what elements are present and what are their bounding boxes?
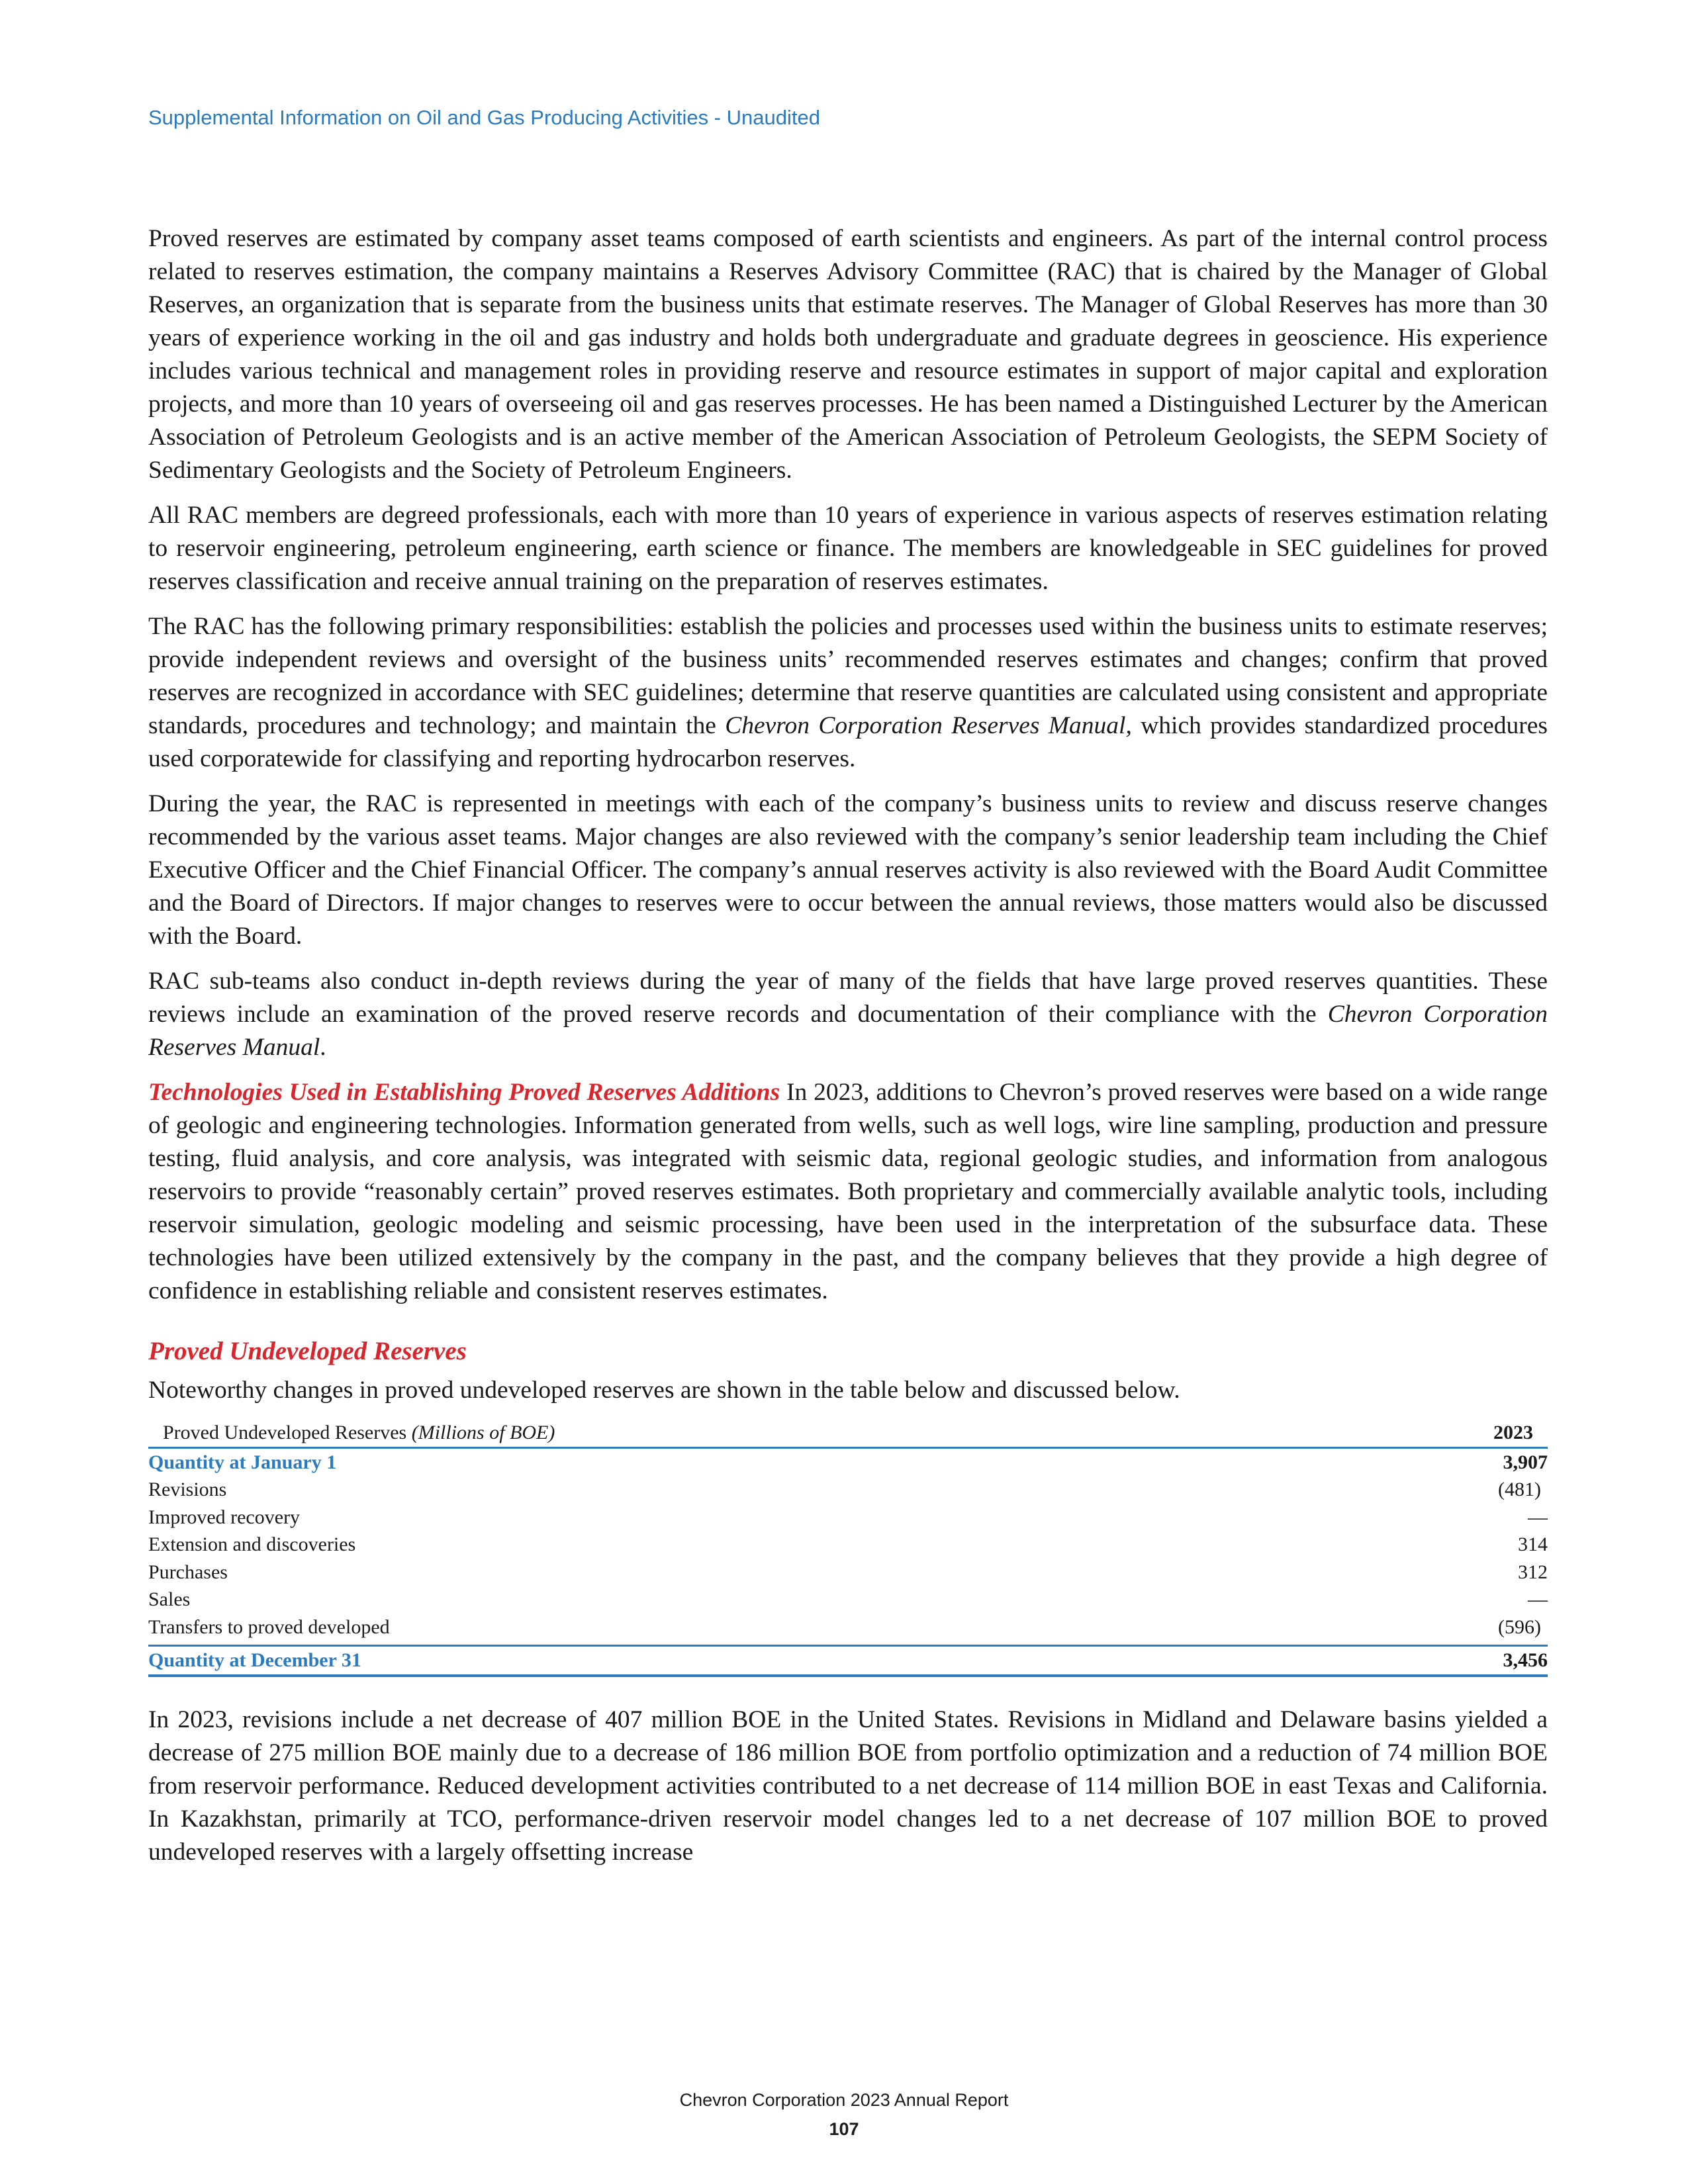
manual-title: Chevron Corporation Reserves Manual, bbox=[725, 712, 1132, 739]
table-header-row bbox=[148, 1419, 1548, 1447]
paragraph-rac-meetings: During the year, the RAC is represented in meetings with each of the company’s business units to review and discuss reserve changes recommended by the various asset teams. Major changes are also reviewed with the company’s senior leadership team including the Chief Executive Officer and the Chief Financial Officer. The company’s annual reserves activity is also reviewed with the Board Audit Committee and the Board of Directors. If major changes to reserves were to occur between the annual reviews, those matters would also be discussed with the Board. bbox=[148, 790, 1548, 950]
opening-value: 3,907 bbox=[1503, 1451, 1548, 1473]
text-span: In 2023, additions to Chevron’s proved reserves were based on a wide range of geologic and engineering technologies. Information generated from wells, such as well logs, wire line sampling, production and pressure testing, fluid analysis, and core analysis, was integrated with seismic data, regional geologic studies, and information from analogous reservoirs to provide “reasonably certain” proved reserves estimates. Both proprietary and commercially available analytic tools, including reservoir simulation, geologic modeling and seismic processing, have been used in the interpretation of the subsurface data. These technologies have been utilized extensively by the company in the past, and the company believes that they provide a high degree of confidence in establishing reliable and consistent reserves estimates. bbox=[148, 1079, 1548, 1304]
table-title-cell bbox=[148, 1419, 1383, 1447]
text-span: The RAC has the following primary responsibilities: establish the policies and processes used within the business units to estimate reserves; provide independent reviews and oversight of the business units’ recommended reserves estimates and changes; confirm that proved reserves are recognized in accordance with SEC guidelines; determine that reserve quantities are calculated using consistent and appropriate standards, procedures and technology; and maintain the bbox=[148, 613, 1548, 739]
running-header: Supplemental Information on Oil and Gas Producing Activities - Unaudited bbox=[148, 106, 820, 129]
paragraph-technologies bbox=[148, 1076, 1548, 1308]
main-content bbox=[148, 222, 1548, 1881]
table-row bbox=[148, 1531, 1548, 1559]
row-value: — bbox=[1528, 1588, 1548, 1610]
table-row bbox=[148, 1614, 1548, 1646]
row-label: Transfers to proved developed bbox=[148, 1615, 390, 1638]
closing-label: Quantity at December 31 bbox=[148, 1646, 1383, 1676]
opening-label: Quantity at January 1 bbox=[148, 1451, 337, 1473]
footer-report-title: Chevron Corporation 2023 Annual Report bbox=[679, 2090, 1009, 2110]
inline-heading-technologies: Technologies Used in Establishing Proved Reserves Additions bbox=[148, 1079, 780, 1106]
row-value: (596) bbox=[1498, 1615, 1541, 1638]
paragraph-rac-members: All RAC members are degreed professionals, each with more than 10 years of experience in various aspects of reserves estimation relating to reservoir engineering, petroleum engineering, earth science or finance. The members are knowledgeable in SEC guidelines for proved reserves classification and receive annual training on the preparation of reserves estimates. bbox=[148, 502, 1548, 595]
row-label: Revisions bbox=[148, 1479, 227, 1500]
manual-title: Chevron Corporation Reserves Manual bbox=[148, 1001, 1548, 1061]
table-row-opening bbox=[148, 1447, 1548, 1476]
table-title: Proved Undeveloped Reserves bbox=[163, 1422, 407, 1443]
table-row bbox=[148, 1504, 1548, 1531]
text-span: . bbox=[320, 1034, 326, 1061]
text-span: RAC sub-teams also conduct in-depth reviews during the year of many of the fields that have large proved reserves quantities. These reviews include an examination of the proved reserve records and documentation of their compliance with the bbox=[148, 968, 1548, 1028]
row-value: (481) bbox=[1498, 1479, 1541, 1500]
proved-undeveloped-table bbox=[148, 1419, 1548, 1677]
row-value: — bbox=[1528, 1506, 1548, 1528]
table-row bbox=[148, 1559, 1548, 1586]
row-label: Improved recovery bbox=[148, 1506, 301, 1528]
row-label: Sales bbox=[148, 1588, 191, 1610]
paragraph-table-intro: Noteworthy changes in proved undeveloped reserves are shown in the table below and discussed below. bbox=[148, 1377, 1180, 1404]
row-value: 312 bbox=[1518, 1561, 1548, 1583]
table-row bbox=[148, 1586, 1548, 1614]
paragraph-reserves-estimation: Proved reserves are estimated by company asset teams composed of earth scientists and engineers. As part of the internal control process related to reserves estimation, the company maintains a Reserves Advisory Committee (RAC) that is chaired by the Manager of Global Reserves, an organization that is separate from the business units that estimate reserves. The Manager of Global Reserves has more than 30 years of experience working in the oil and gas industry and holds both undergraduate and graduate degrees in geoscience. His experience includes various technical and management roles in providing reserve and resource estimates in support of major capital and exploration projects, and more than 10 years of overseeing oil and gas reserves processes. He has been named a Distinguished Lecturer by the American Association of Petroleum Geologists and is an active member of the American Association of Petroleum Geologists, the SEPM Society of Sedimentary Geologists and the Society of Petroleum Engineers. bbox=[148, 225, 1548, 484]
paragraph-rac-responsibilities bbox=[148, 610, 1548, 776]
row-value: 314 bbox=[1518, 1533, 1548, 1555]
table-unit: (Millions of BOE) bbox=[411, 1422, 555, 1443]
closing-value: 3,456 bbox=[1383, 1646, 1548, 1676]
section-title-proved-undeveloped: Proved Undeveloped Reserves bbox=[148, 1337, 467, 1365]
text-span: which provides standardized procedures used corporatewide for classifying and reporting hydrocarbon reserves. bbox=[148, 712, 1548, 772]
table-year-header: 2023 bbox=[1383, 1419, 1548, 1447]
table-row bbox=[148, 1476, 1548, 1504]
table-row-closing bbox=[148, 1646, 1548, 1676]
paragraph-revisions: In 2023, revisions include a net decrease of 407 million BOE in the United States. Revisions in Midland and Delaware basins yielded a decrease of 275 million BOE mainly due to a decrease of 186 million BOE from portfolio optimization and a reduction of 74 million BOE from reservoir performance. Reduced development activities contributed to a net decrease of 114 million BOE in east Texas and California. In Kazakhstan, primarily at TCO, performance-driven reservoir model changes led to a net decrease of 107 million BOE to proved undeveloped reserves with a largely offsetting increase bbox=[148, 1706, 1548, 1866]
row-label: Extension and discoveries bbox=[148, 1533, 356, 1555]
page-number: 107 bbox=[829, 2119, 859, 2139]
row-label: Purchases bbox=[148, 1561, 228, 1583]
paragraph-rac-subteams bbox=[148, 965, 1548, 1064]
